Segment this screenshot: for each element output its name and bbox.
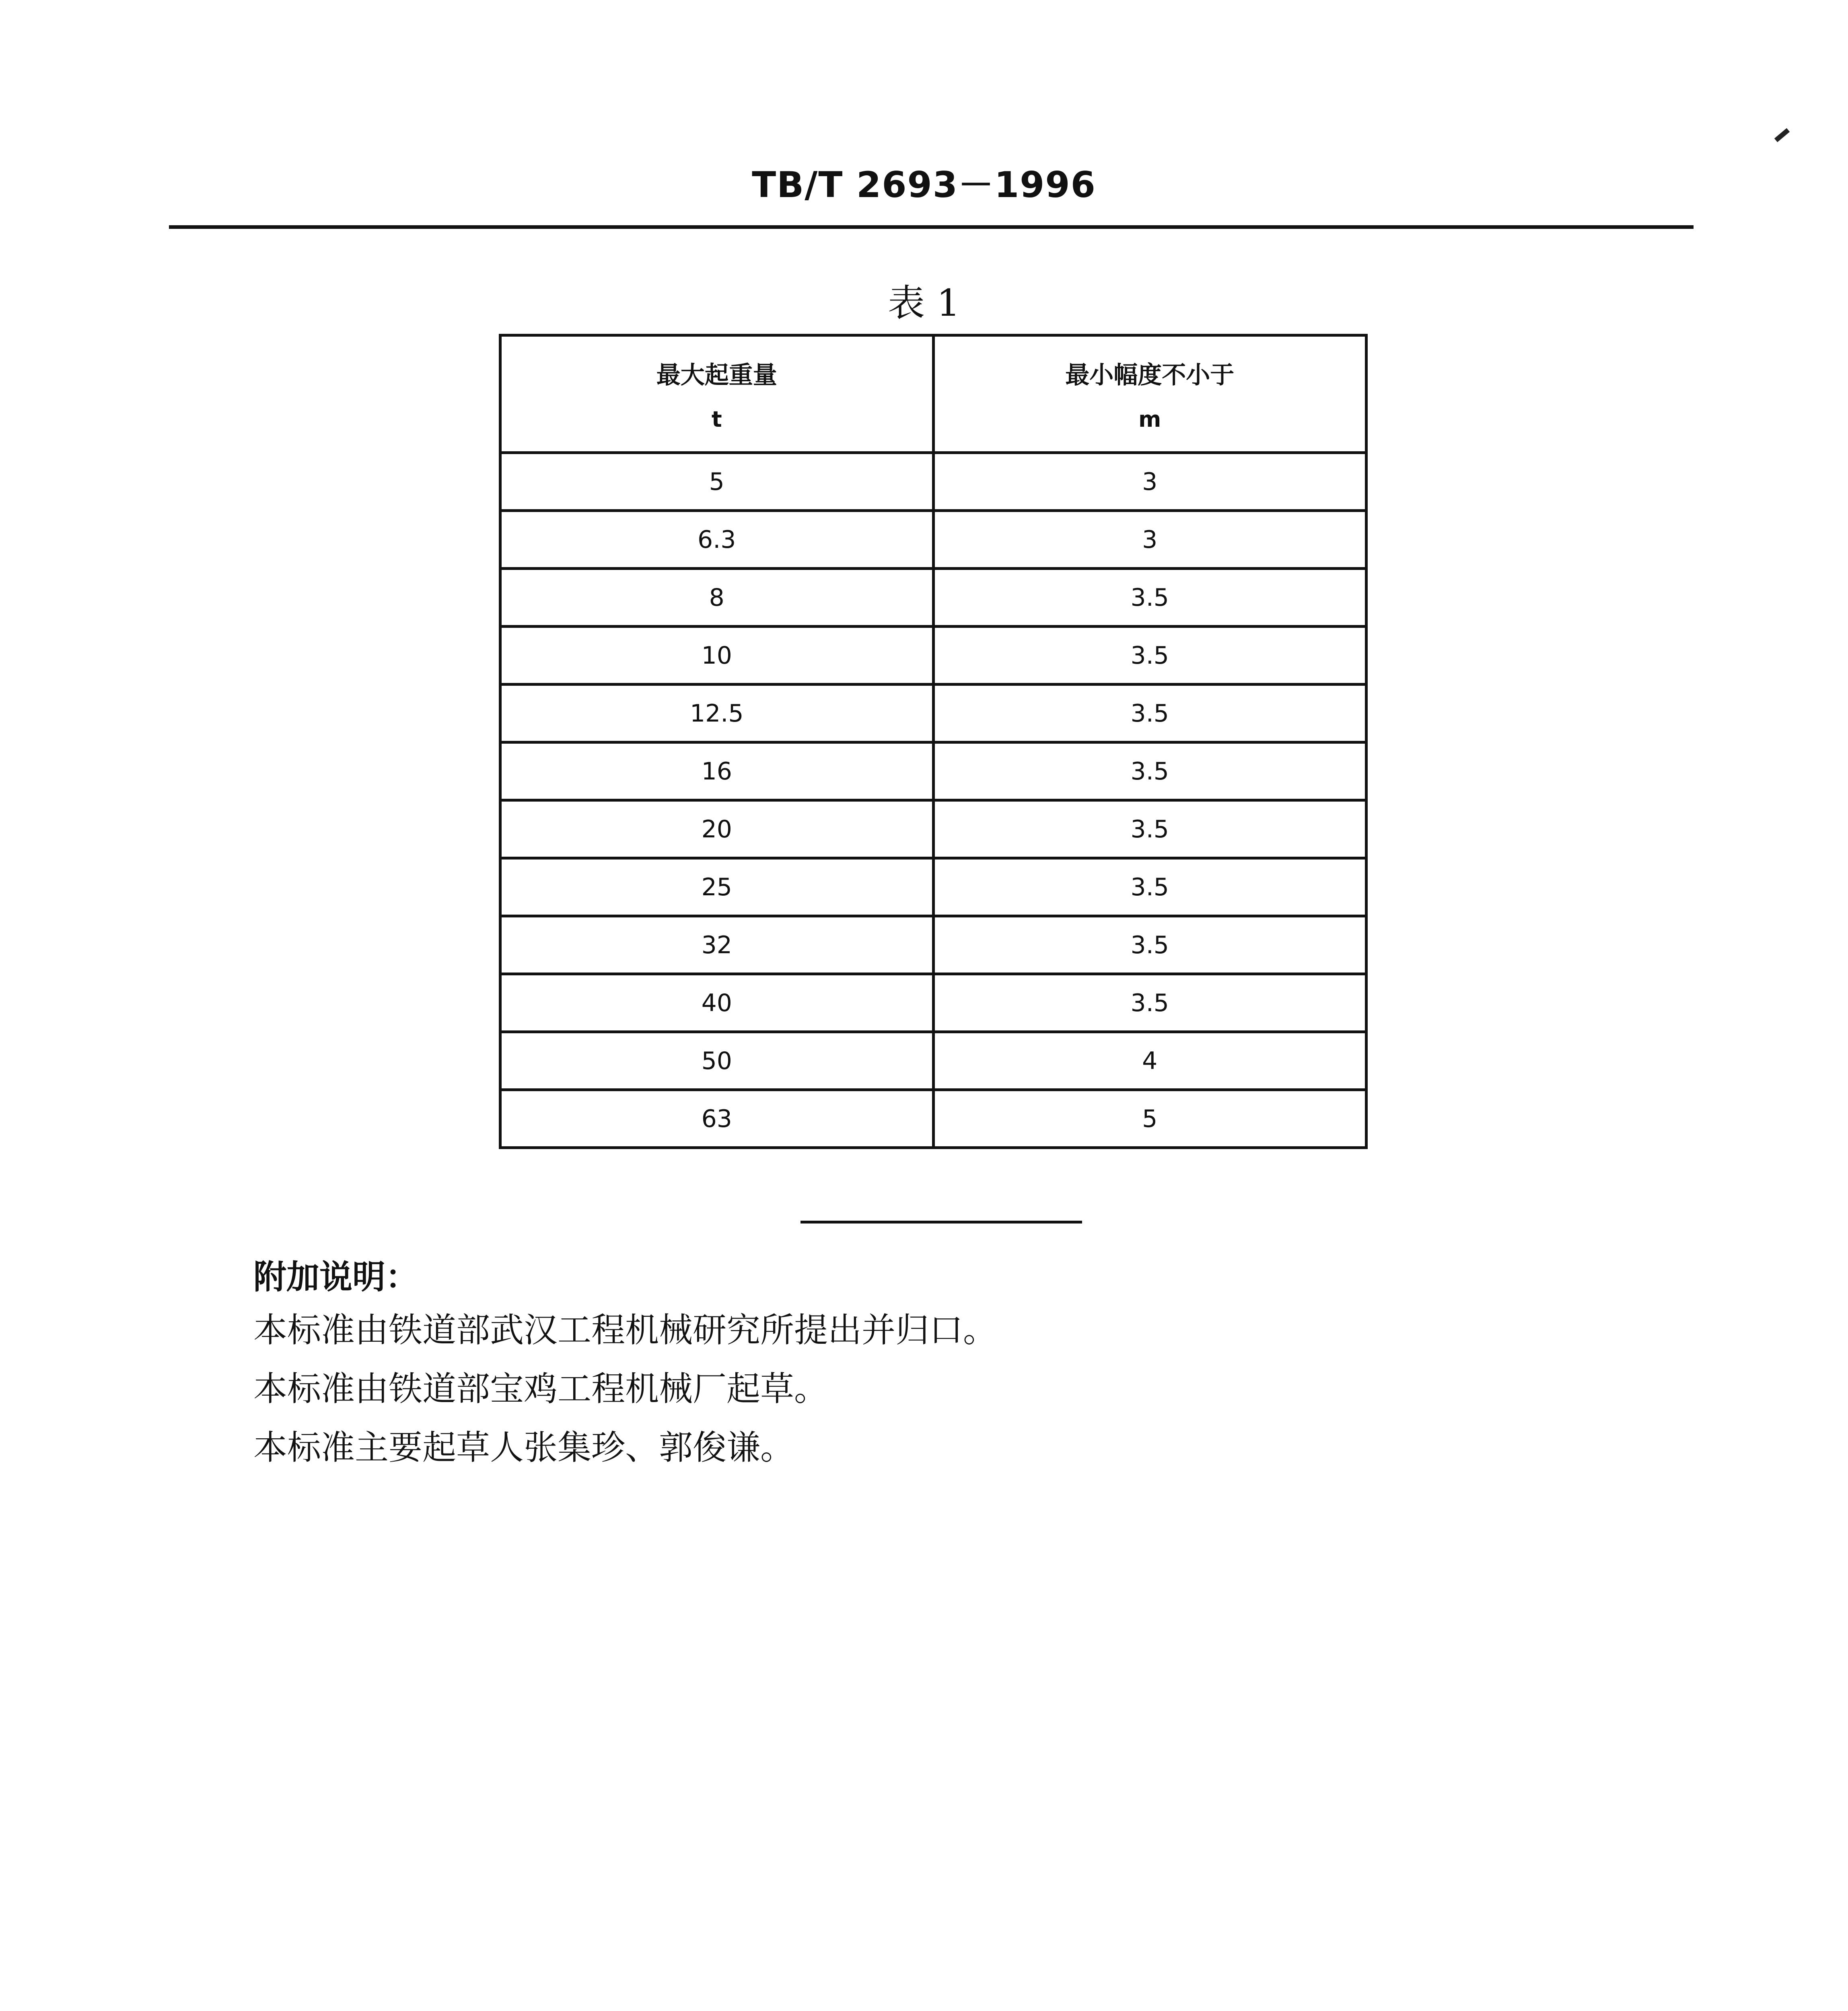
table-cell: 3.5 (933, 685, 1366, 742)
table-cell: 3.5 (933, 858, 1366, 916)
stray-mark (1774, 128, 1790, 142)
table-cell: 3.5 (933, 974, 1366, 1032)
table-cell: 8 (500, 569, 934, 627)
notes-line: 本标准主要起草人张集珍、郭俊谦。 (253, 1428, 794, 1467)
table-caption: 表 1 (888, 282, 960, 325)
table-row (500, 974, 1366, 1032)
table-header-row (500, 335, 1366, 453)
table-row (500, 1090, 1366, 1148)
table-cell: 3.5 (933, 916, 1366, 974)
spec-table (499, 334, 1368, 1149)
table-cell: 3.5 (933, 800, 1366, 858)
table-row (500, 627, 1366, 685)
table-row (500, 742, 1366, 800)
table-cell: 6.3 (500, 511, 934, 569)
table-cell: 50 (500, 1032, 934, 1090)
column-header-name: 最小幅度不小于 (1065, 361, 1235, 389)
end-rule (801, 1221, 1082, 1223)
table-row (500, 569, 1366, 627)
table-cell: 5 (500, 453, 934, 511)
table-row (500, 916, 1366, 974)
notes-heading: 附加说明： (253, 1258, 419, 1296)
table-cell: 3 (933, 511, 1366, 569)
column-header-name: 最大起重量 (656, 361, 777, 389)
header-rule (169, 225, 1694, 229)
table-row (500, 1032, 1366, 1090)
notes-line: 本标准由铁道部武汉工程机械研究所提出并归口。 (253, 1310, 997, 1350)
table-cell: 32 (500, 916, 934, 974)
standard-code: TB/T 2693－1996 (752, 164, 1096, 206)
column-header-unit: m (1138, 407, 1161, 432)
table-cell: 3.5 (933, 569, 1366, 627)
table-row (500, 511, 1366, 569)
table-cell: 40 (500, 974, 934, 1032)
table-cell: 25 (500, 858, 934, 916)
table-cell: 63 (500, 1090, 934, 1148)
table-cell: 20 (500, 800, 934, 858)
table-cell: 3 (933, 453, 1366, 511)
table-cell: 3.5 (933, 627, 1366, 685)
column-header-unit: t (711, 407, 722, 432)
table-row (500, 800, 1366, 858)
table-cell: 4 (933, 1032, 1366, 1090)
table-cell: 3.5 (933, 742, 1366, 800)
table-cell: 16 (500, 742, 934, 800)
table-cell: 10 (500, 627, 934, 685)
table-row (500, 685, 1366, 742)
table-cell: 12.5 (500, 685, 934, 742)
table-row (500, 858, 1366, 916)
table-cell: 5 (933, 1090, 1366, 1148)
column-header (500, 335, 934, 453)
column-header (933, 335, 1366, 453)
additional-notes (253, 1251, 1621, 1489)
notes-line: 本标准由铁道部宝鸡工程机械厂起草。 (253, 1369, 828, 1409)
table-row (500, 453, 1366, 511)
